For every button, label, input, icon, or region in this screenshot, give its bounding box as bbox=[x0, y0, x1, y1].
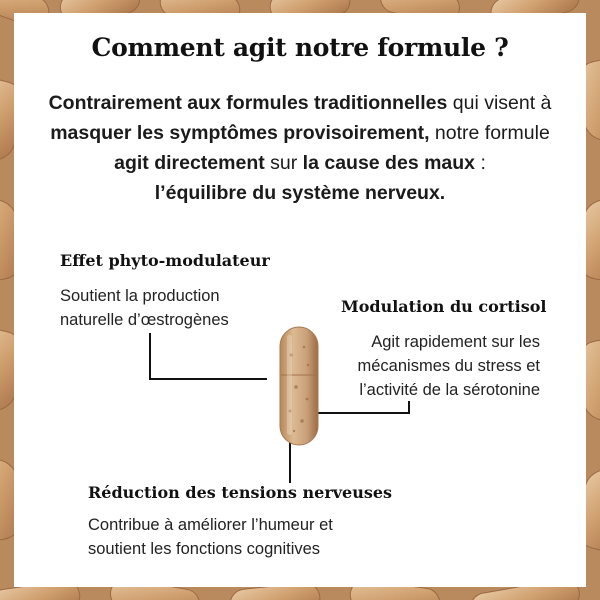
intro-emphasis: Contrairement aux formules traditionnelles bbox=[48, 92, 448, 114]
desc-line: soutient les fonctions cognitives bbox=[88, 540, 321, 558]
effect-heading-cortisol: Modulation du cortisol bbox=[341, 297, 547, 316]
connector-line bbox=[149, 333, 151, 380]
intro-emphasis: l’équilibre du système nerveux. bbox=[154, 182, 446, 204]
connector-line bbox=[408, 401, 410, 414]
intro-text: sur bbox=[264, 152, 303, 174]
connector-line bbox=[316, 412, 410, 414]
connector-line bbox=[149, 378, 267, 380]
intro-line-1 bbox=[24, 88, 576, 118]
capsule-icon bbox=[276, 325, 322, 447]
intro-emphasis: masquer les symptômes provisoirement, bbox=[50, 122, 430, 144]
effect-desc-cortisol bbox=[358, 330, 540, 402]
intro-line-4 bbox=[24, 178, 576, 208]
desc-line: mécanismes du stress et bbox=[357, 357, 540, 375]
intro-paragraph bbox=[24, 88, 576, 208]
intro-text: qui visent à bbox=[447, 92, 552, 114]
intro-emphasis: agit directement bbox=[114, 152, 265, 174]
info-card bbox=[14, 13, 586, 587]
intro-text: notre formule bbox=[429, 122, 550, 144]
effect-desc-tensions bbox=[88, 513, 333, 561]
effect-heading-tensions: Réduction des tensions nerveuses bbox=[88, 483, 393, 502]
desc-line: Soutient la production bbox=[60, 287, 220, 305]
desc-line: Agit rapidement sur les bbox=[371, 333, 540, 351]
effect-heading-phyto: Effet phyto-modulateur bbox=[60, 251, 270, 270]
desc-line: Contribue à améliorer l’humeur et bbox=[88, 516, 333, 534]
intro-line-2 bbox=[24, 118, 576, 148]
intro-emphasis: la cause des maux bbox=[302, 152, 476, 174]
desc-line: naturelle d’œstrogènes bbox=[60, 311, 229, 329]
effect-desc-phyto bbox=[60, 284, 229, 332]
page-title: Comment agit notre formule ? bbox=[91, 33, 509, 62]
desc-line: l’activité de la sérotonine bbox=[359, 381, 540, 399]
intro-line-3 bbox=[24, 148, 576, 178]
intro-text: : bbox=[475, 152, 486, 174]
